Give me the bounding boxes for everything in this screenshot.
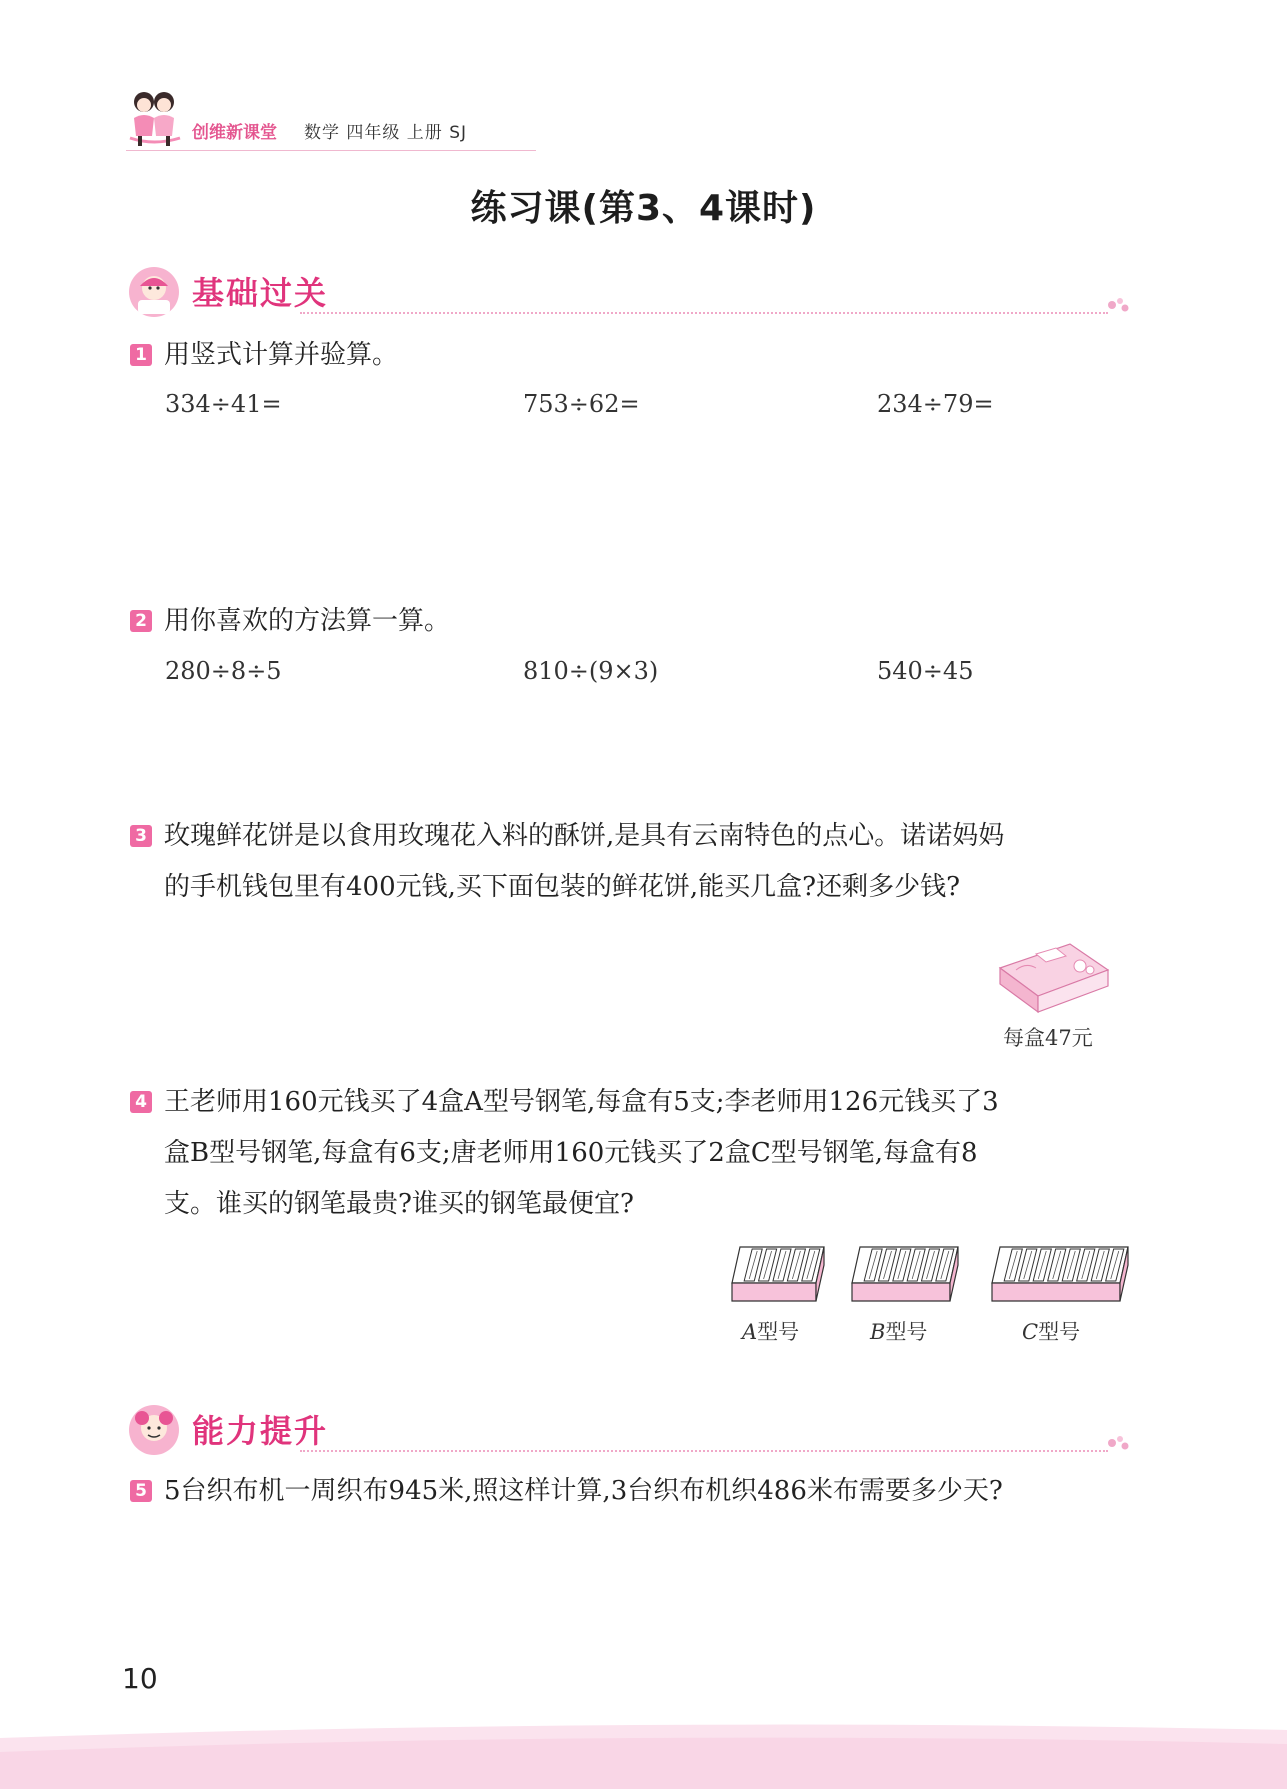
- footer-decoration: [0, 1708, 1287, 1789]
- q2-expression-3: 540÷45: [877, 657, 974, 685]
- pen-label-b: B型号: [870, 1320, 928, 1344]
- q1-expression-1: 334÷41=: [165, 390, 282, 418]
- question-1-text: 用竖式计算并验算。: [164, 340, 399, 370]
- q2-expression-1: 280÷8÷5: [165, 657, 282, 685]
- price-caption: 每盒47元: [1003, 1026, 1093, 1050]
- pen-label-a: A型号: [742, 1320, 800, 1344]
- question-number-1: 1: [130, 344, 152, 366]
- question-number-4: 4: [130, 1091, 152, 1113]
- section-divider: [300, 312, 1108, 314]
- pen-box-a-icon: [730, 1243, 826, 1311]
- pen-box-c-icon: [990, 1243, 1130, 1311]
- question-3-line-2: 的手机钱包里有400元钱,买下面包装的鲜花饼,能买几盒?还剩多少钱?: [164, 872, 961, 902]
- section-badge-icon: [128, 1404, 180, 1456]
- decorative-dots-icon: [1106, 1434, 1130, 1452]
- mascot-kids-icon: [126, 88, 182, 150]
- q1-expression-3: 234÷79=: [877, 390, 994, 418]
- q1-expression-2: 753÷62=: [523, 390, 640, 418]
- page-number: 10: [122, 1662, 158, 1695]
- question-number-2: 2: [130, 610, 152, 632]
- page-title: 练习课(第3、4课时): [470, 188, 817, 229]
- q2-expression-2: 810÷(9×3): [523, 657, 659, 685]
- pen-box-b-icon: [850, 1243, 960, 1311]
- section-title-basic: 基础过关: [192, 274, 329, 312]
- question-5-text: 5台织布机一周织布945米,照这样计算,3台织布机织486米布需要多少天?: [164, 1476, 1003, 1506]
- question-2-text: 用你喜欢的方法算一算。: [164, 606, 451, 636]
- section-badge-icon: [128, 266, 180, 318]
- question-number-5: 5: [130, 1480, 152, 1502]
- header-divider: [126, 150, 536, 151]
- question-4-line-1: 王老师用160元钱买了4盒A型号钢笔,每盒有5支;李老师用126元钱买了3: [164, 1087, 999, 1117]
- question-number-3: 3: [130, 825, 152, 847]
- section-title-advanced: 能力提升: [192, 1412, 329, 1450]
- question-4-line-3: 支。谁买的钢笔最贵?谁买的钢笔最便宜?: [164, 1189, 634, 1219]
- flower-cake-box-icon: [996, 940, 1112, 1014]
- question-3-line-1: 玫瑰鲜花饼是以食用玫瑰花入料的酥饼,是具有云南特色的点心。诺诺妈妈: [164, 821, 1005, 851]
- decorative-dots-icon: [1106, 296, 1130, 314]
- book-info: 数学 四年级 上册 SJ: [304, 123, 468, 143]
- section-divider: [300, 1450, 1108, 1452]
- brand-name: 创维新课堂: [192, 123, 277, 143]
- pen-label-c: C型号: [1022, 1320, 1081, 1344]
- question-4-line-2: 盒B型号钢笔,每盒有6支;唐老师用160元钱买了2盒C型号钢笔,每盒有8: [164, 1138, 978, 1168]
